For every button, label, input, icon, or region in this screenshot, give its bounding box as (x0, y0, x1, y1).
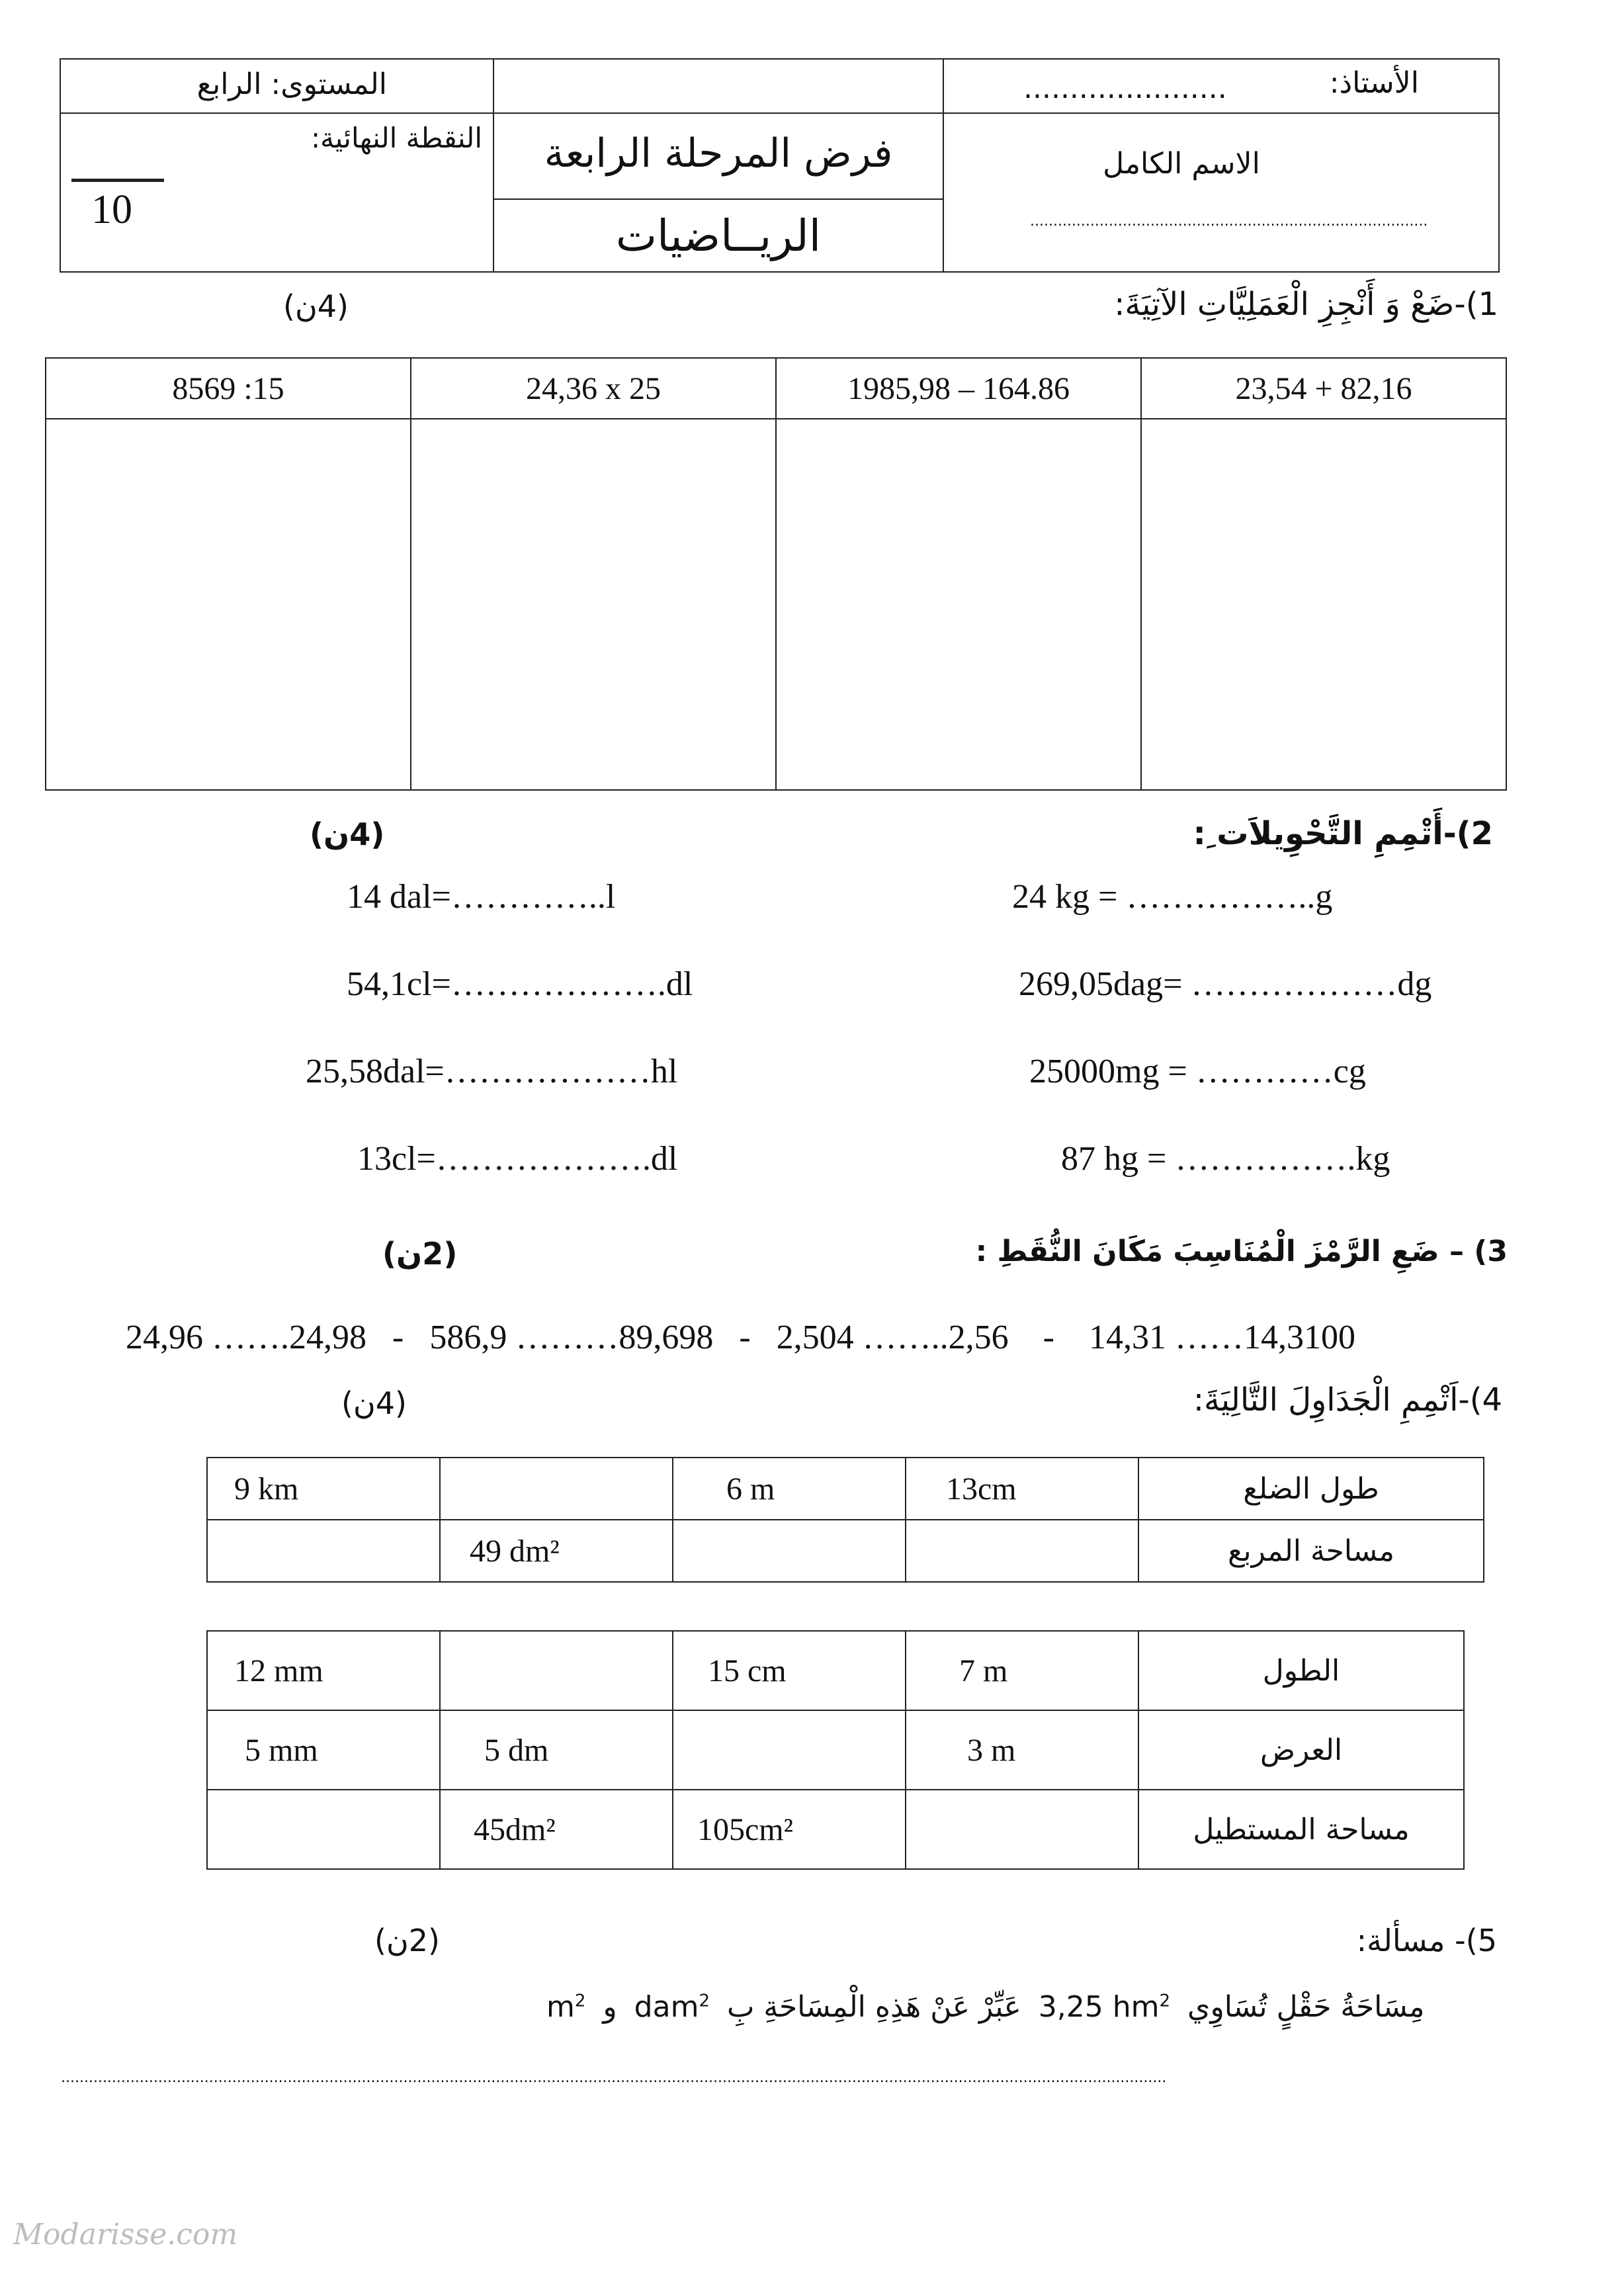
op-work-area[interactable] (411, 419, 776, 790)
operations-table (45, 357, 1507, 791)
final-score-label: النقطة النهائية: (310, 122, 482, 154)
rect-width-cell[interactable]: 5 mm (207, 1710, 440, 1790)
conversion-right-3[interactable]: 25000mg = …………cg (1029, 1053, 1366, 1090)
square-area-cell[interactable] (207, 1520, 440, 1582)
rect-length-cell[interactable]: 12 mm (207, 1631, 440, 1710)
square-area-cell[interactable] (673, 1520, 906, 1582)
square-side-cell[interactable]: 13cm (906, 1458, 1138, 1520)
rect-width-cell[interactable] (673, 1710, 906, 1790)
rect-area-cell[interactable] (207, 1790, 440, 1869)
q2-title: 2)-أَتْمِمِ التَّحْوِيلاَت ِ: (1193, 815, 1493, 852)
conversion-left-2[interactable]: 54,1cl=……………….dl (347, 965, 693, 1003)
problem-statement: $m^2$ و dam$^2$ عَبِّرْ عَنْ هَذِهِ الْمِسَاحَةِ بِ 3,25 $hm^2$ مِسَاحَةُ حَقْلٍ تُسَاوِي (546, 1990, 1425, 2024)
answer-line[interactable]: ............................................................................................................................................................................................................................................... (61, 2070, 1167, 2086)
teacher-cell (943, 59, 1499, 113)
level-cell (60, 59, 493, 113)
op-work-area[interactable] (46, 419, 411, 790)
conversion-left-3[interactable]: 25,58dal=………………hl (306, 1053, 678, 1090)
q2-points: (4ن) (310, 816, 385, 852)
op-work-area[interactable] (776, 419, 1141, 790)
conversion-right-2[interactable]: 269,05dag= ………………dg (1019, 965, 1432, 1003)
rect-area-cell[interactable]: 45dm² (440, 1790, 673, 1869)
level-label: المستوى: الرابع (196, 67, 387, 101)
score-max: 10 (91, 187, 132, 232)
q5-title: 5)- مسألة: (1356, 1923, 1497, 1958)
problem-text-1: مِسَاحَةُ حَقْلٍ تُسَاوِي (1187, 1990, 1425, 2024)
rect-width-cell[interactable]: 5 dm (440, 1710, 673, 1790)
rect-area-cell[interactable] (906, 1790, 1138, 1869)
rect-length-cell[interactable]: 7 m (906, 1631, 1138, 1710)
q4-points: (4ن) (341, 1385, 407, 1421)
problem-text-2: عَبِّرْ عَنْ هَذِهِ الْمِسَاحَةِ بِ (726, 1990, 1021, 2024)
conversion-right-1[interactable]: 24 kg = ……………..g (1012, 878, 1333, 916)
rect-length-cell[interactable] (440, 1631, 673, 1710)
rect-length-label: الطول (1138, 1631, 1464, 1710)
rect-length-cell[interactable]: 15 cm (673, 1631, 906, 1710)
header-table (60, 58, 1500, 273)
full-name-field[interactable]: ...................................................................................... (1030, 213, 1428, 230)
teacher-name-field[interactable]: ...................... (1023, 71, 1227, 105)
square-side-cell[interactable]: 6 m (673, 1458, 906, 1520)
conversion-left-4[interactable]: 13cl=……………….dl (357, 1140, 678, 1178)
full-name-cell (943, 113, 1499, 272)
rect-area-label: مساحة المستطيل (1138, 1790, 1464, 1869)
unit-m: m (546, 1990, 575, 2024)
title-cell (493, 113, 943, 272)
q3-title: 3) – ضَعِ الرَّمْزَ الْمُنَاسِبَ مَكَانَ النُّقَطِ : (975, 1235, 1508, 1268)
square-side-cell[interactable]: 9 km (207, 1458, 440, 1520)
conversion-right-4[interactable]: 87 hg = …………….kg (1061, 1140, 1390, 1178)
full-name-label: الاسم الكامل (1103, 147, 1260, 181)
q3-points: (2ن) (382, 1236, 458, 1272)
conversion-left-1[interactable]: 14 dal=…………..l (347, 878, 616, 916)
final-score-cell (60, 113, 493, 272)
q1-title: 1)-ضَعْ وَ أَنْجِزِ الْعَمَلِيَّاتِ الآتِيَةَ: (1114, 286, 1498, 323)
square-area-cell[interactable]: 49 dm² (440, 1520, 673, 1582)
q4-title: 4)-اَتْمِمِ الْجَدَاوِلَ التَّالِيَةَ: (1193, 1381, 1502, 1419)
op-work-area[interactable] (1141, 419, 1506, 790)
comparison-line[interactable]: 24,96 …….24,98 - 586,9 ………89,698 - 2,504 ……..2,56 - 14,31 ……14,3100 (126, 1319, 1355, 1356)
op-subtraction: 1985,98 – 164.86 (776, 358, 1141, 419)
rectangle-table (206, 1630, 1465, 1870)
area-value: 3,25 hm (1038, 1990, 1160, 2024)
exam-title: فرض المرحلة الرابعة (494, 114, 943, 200)
op-division: 8569 :15 (46, 358, 411, 419)
square-side-cell[interactable] (440, 1458, 673, 1520)
square-side-label: طول الضلع (1138, 1458, 1484, 1520)
rect-width-label: العرض (1138, 1710, 1464, 1790)
square-table (206, 1457, 1484, 1583)
square-area-label: مساحة المربع (1138, 1520, 1484, 1582)
op-addition: 23,54 + 82,16 (1141, 358, 1506, 419)
watermark: Modarisse.com (13, 2218, 238, 2251)
empty-header-cell (493, 59, 943, 113)
subject-title: الريــاضيات (615, 210, 822, 261)
square-area-cell[interactable] (906, 1520, 1138, 1582)
rect-width-cell[interactable]: 3 m (906, 1710, 1138, 1790)
op-multiplication: 24,36 x 25 (411, 358, 776, 419)
unit-dam: dam (634, 1990, 699, 2024)
q1-points: (4ن) (283, 288, 349, 324)
teacher-label: الأستاذ: (1329, 66, 1419, 100)
q5-points: (2ن) (374, 1923, 440, 1958)
score-fraction-line (71, 179, 164, 182)
rect-area-cell[interactable]: 105cm² (673, 1790, 906, 1869)
